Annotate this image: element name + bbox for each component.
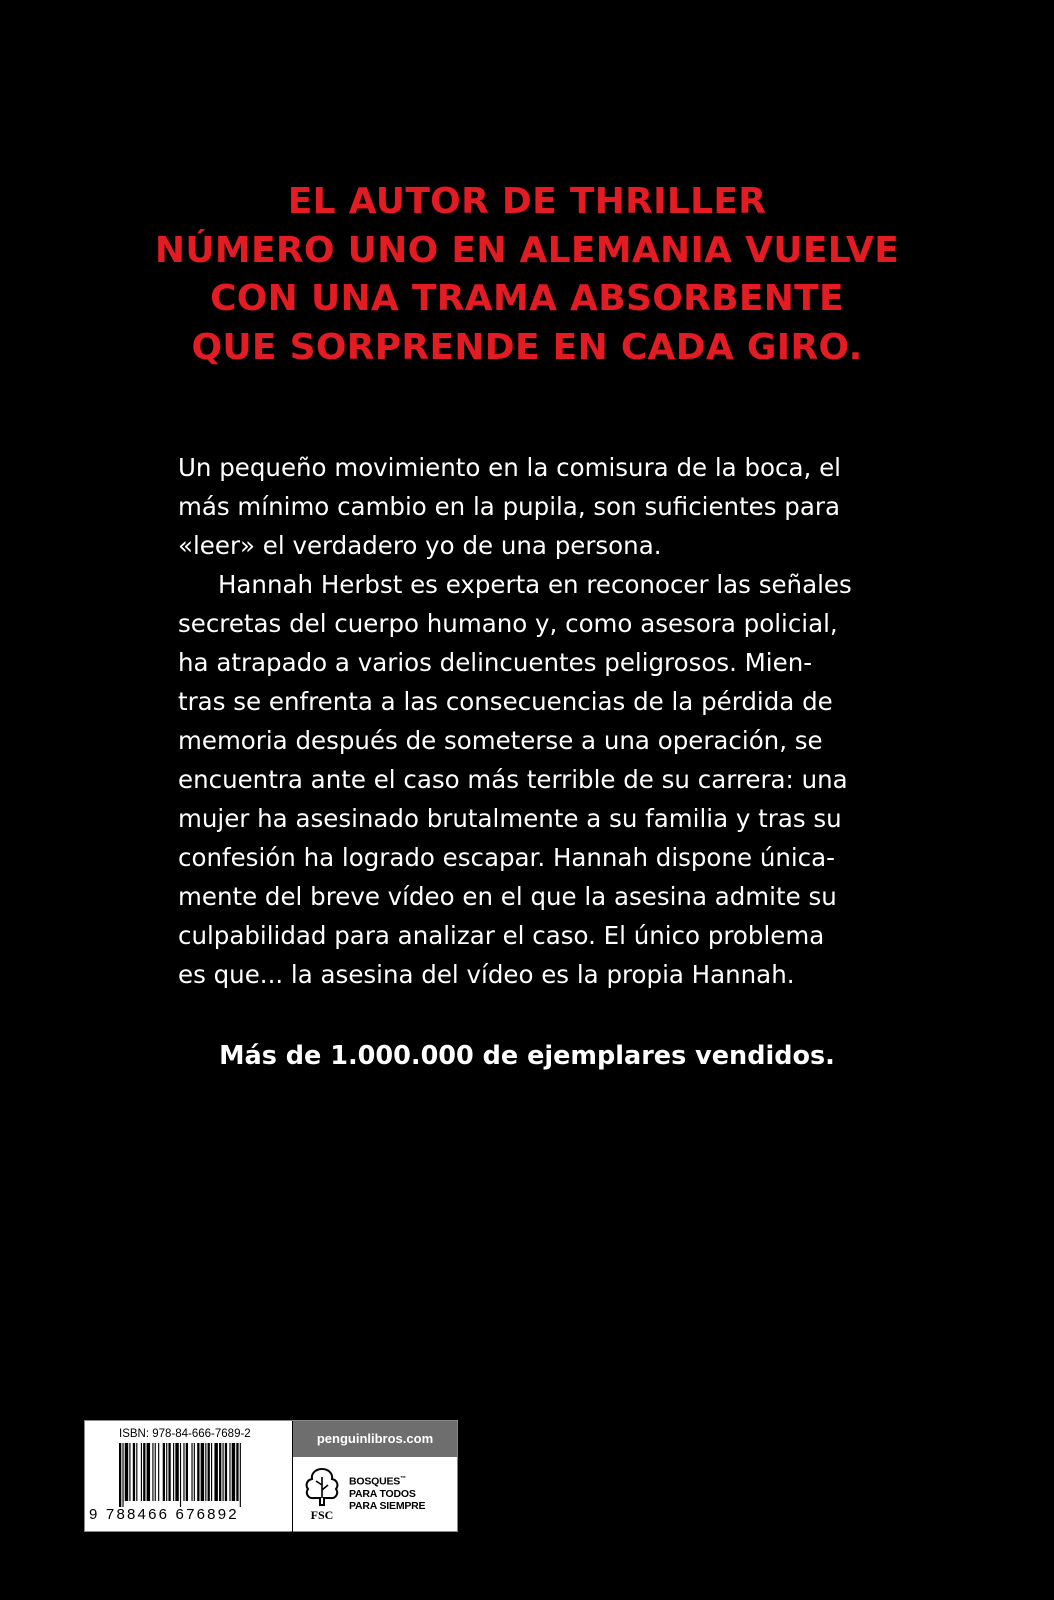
barcode-digits: 9 788466 676892 — [89, 1506, 239, 1523]
tagline-line: CON UNA TRAMA ABSORBENTE — [210, 278, 844, 319]
fsc-slogan-line: PARA TODOS — [349, 1487, 416, 1500]
tagline-line: NÚMERO UNO EN ALEMANIA VUELVE — [154, 229, 900, 271]
barcode-bar — [152, 1443, 153, 1501]
barcode-bar — [155, 1443, 156, 1501]
sales-claim: Más de 1.000.000 de ejemplares vendidos. — [219, 1041, 835, 1071]
synopsis-line: mente del breve vídeo en el que la asesina admite su — [178, 882, 837, 911]
barcode-bar — [168, 1443, 170, 1501]
barcode-bar — [166, 1443, 167, 1501]
barcode-panel — [84, 1420, 458, 1532]
synopsis-line: secretas del cuerpo humano y, como asesora policial, — [178, 609, 838, 638]
barcode-bar — [201, 1443, 204, 1501]
barcode-bar — [129, 1443, 130, 1501]
synopsis-line: es que... la asesina del vídeo es la propia Hannah. — [178, 960, 795, 989]
synopsis-line: confesión ha logrado escapar. Hannah dispone única- — [178, 843, 836, 872]
barcode-bar — [158, 1443, 159, 1501]
tagline-line: QUE SORPRENDE EN CADA GIRO. — [191, 326, 863, 368]
barcode-bar — [236, 1443, 238, 1501]
synopsis-line: memoria después de someterse a una operación, se — [178, 726, 823, 755]
fsc-slogan-line: PARA SIEMPRE — [349, 1499, 426, 1512]
synopsis-line: tras se enfrenta a las consecuencias de la pérdida de — [178, 687, 833, 716]
barcode-bar — [205, 1443, 206, 1501]
barcode-bar — [143, 1443, 145, 1501]
fsc-logo-text: FSC — [310, 1508, 334, 1522]
barcode-bar — [125, 1443, 128, 1501]
barcode-bar — [211, 1443, 212, 1501]
barcode-bar — [141, 1443, 142, 1501]
barcode-bar — [219, 1443, 221, 1501]
barcode-bar — [147, 1443, 150, 1501]
barcode-bar — [225, 1443, 227, 1501]
barcode-bar — [163, 1443, 165, 1501]
synopsis-line: mujer ha asesinado brutalmente a su familia y tras su — [178, 804, 842, 833]
fsc-slogan — [349, 1473, 425, 1512]
barcode-bar — [194, 1443, 195, 1501]
barcode-bar — [122, 1443, 123, 1507]
barcode-bars — [119, 1443, 285, 1507]
barcode-bar — [136, 1443, 137, 1501]
barcode-bar — [180, 1443, 181, 1507]
synopsis-line: «leer» el verdadero yo de una persona. — [178, 531, 662, 560]
tagline-line: EL AUTOR DE THRILLER — [287, 181, 767, 222]
website-label: penguinlibros.com — [293, 1421, 457, 1457]
barcode-bar — [240, 1443, 241, 1507]
synopsis-line: encuentra ante el caso más terrible de su carrera: una — [178, 765, 848, 794]
synopsis-line: más mínimo cambio en la pupila, son suficientes para — [178, 492, 840, 521]
synopsis — [178, 448, 878, 994]
isbn-label: ISBN: 978-84-666-7689-2 — [119, 1428, 251, 1440]
barcode-bar — [223, 1443, 224, 1501]
tagline — [0, 178, 1054, 372]
synopsis-line: ha atrapado a varios delincuentes peligrosos. Mien- — [178, 648, 813, 677]
fsc-slogan-line: BOSQUES — [349, 1475, 401, 1488]
fsc-badge — [293, 1457, 457, 1531]
barcode-bar — [133, 1443, 135, 1501]
synopsis-line: Hannah Herbst es experta en reconocer las señales — [218, 570, 852, 599]
synopsis-line: Un pequeño movimiento en la comisura de la boca, el — [178, 453, 841, 482]
barcode-bar — [191, 1443, 192, 1501]
fsc-tree-icon — [303, 1465, 341, 1523]
trademark-mark: ™ — [400, 1476, 406, 1482]
barcode-bar — [186, 1443, 188, 1501]
barcode-bar — [208, 1443, 210, 1501]
barcode-bar — [119, 1443, 121, 1507]
barcode-bar — [229, 1443, 230, 1501]
barcode-bar — [175, 1443, 178, 1501]
barcode-bar — [214, 1443, 217, 1501]
barcode-bar — [197, 1443, 199, 1501]
barcode-bar — [173, 1443, 174, 1501]
barcode-bar — [232, 1443, 235, 1501]
barcode-bar — [183, 1443, 184, 1501]
barcode — [85, 1421, 293, 1533]
synopsis-line: culpabilidad para analizar el caso. El único problema — [178, 921, 825, 950]
